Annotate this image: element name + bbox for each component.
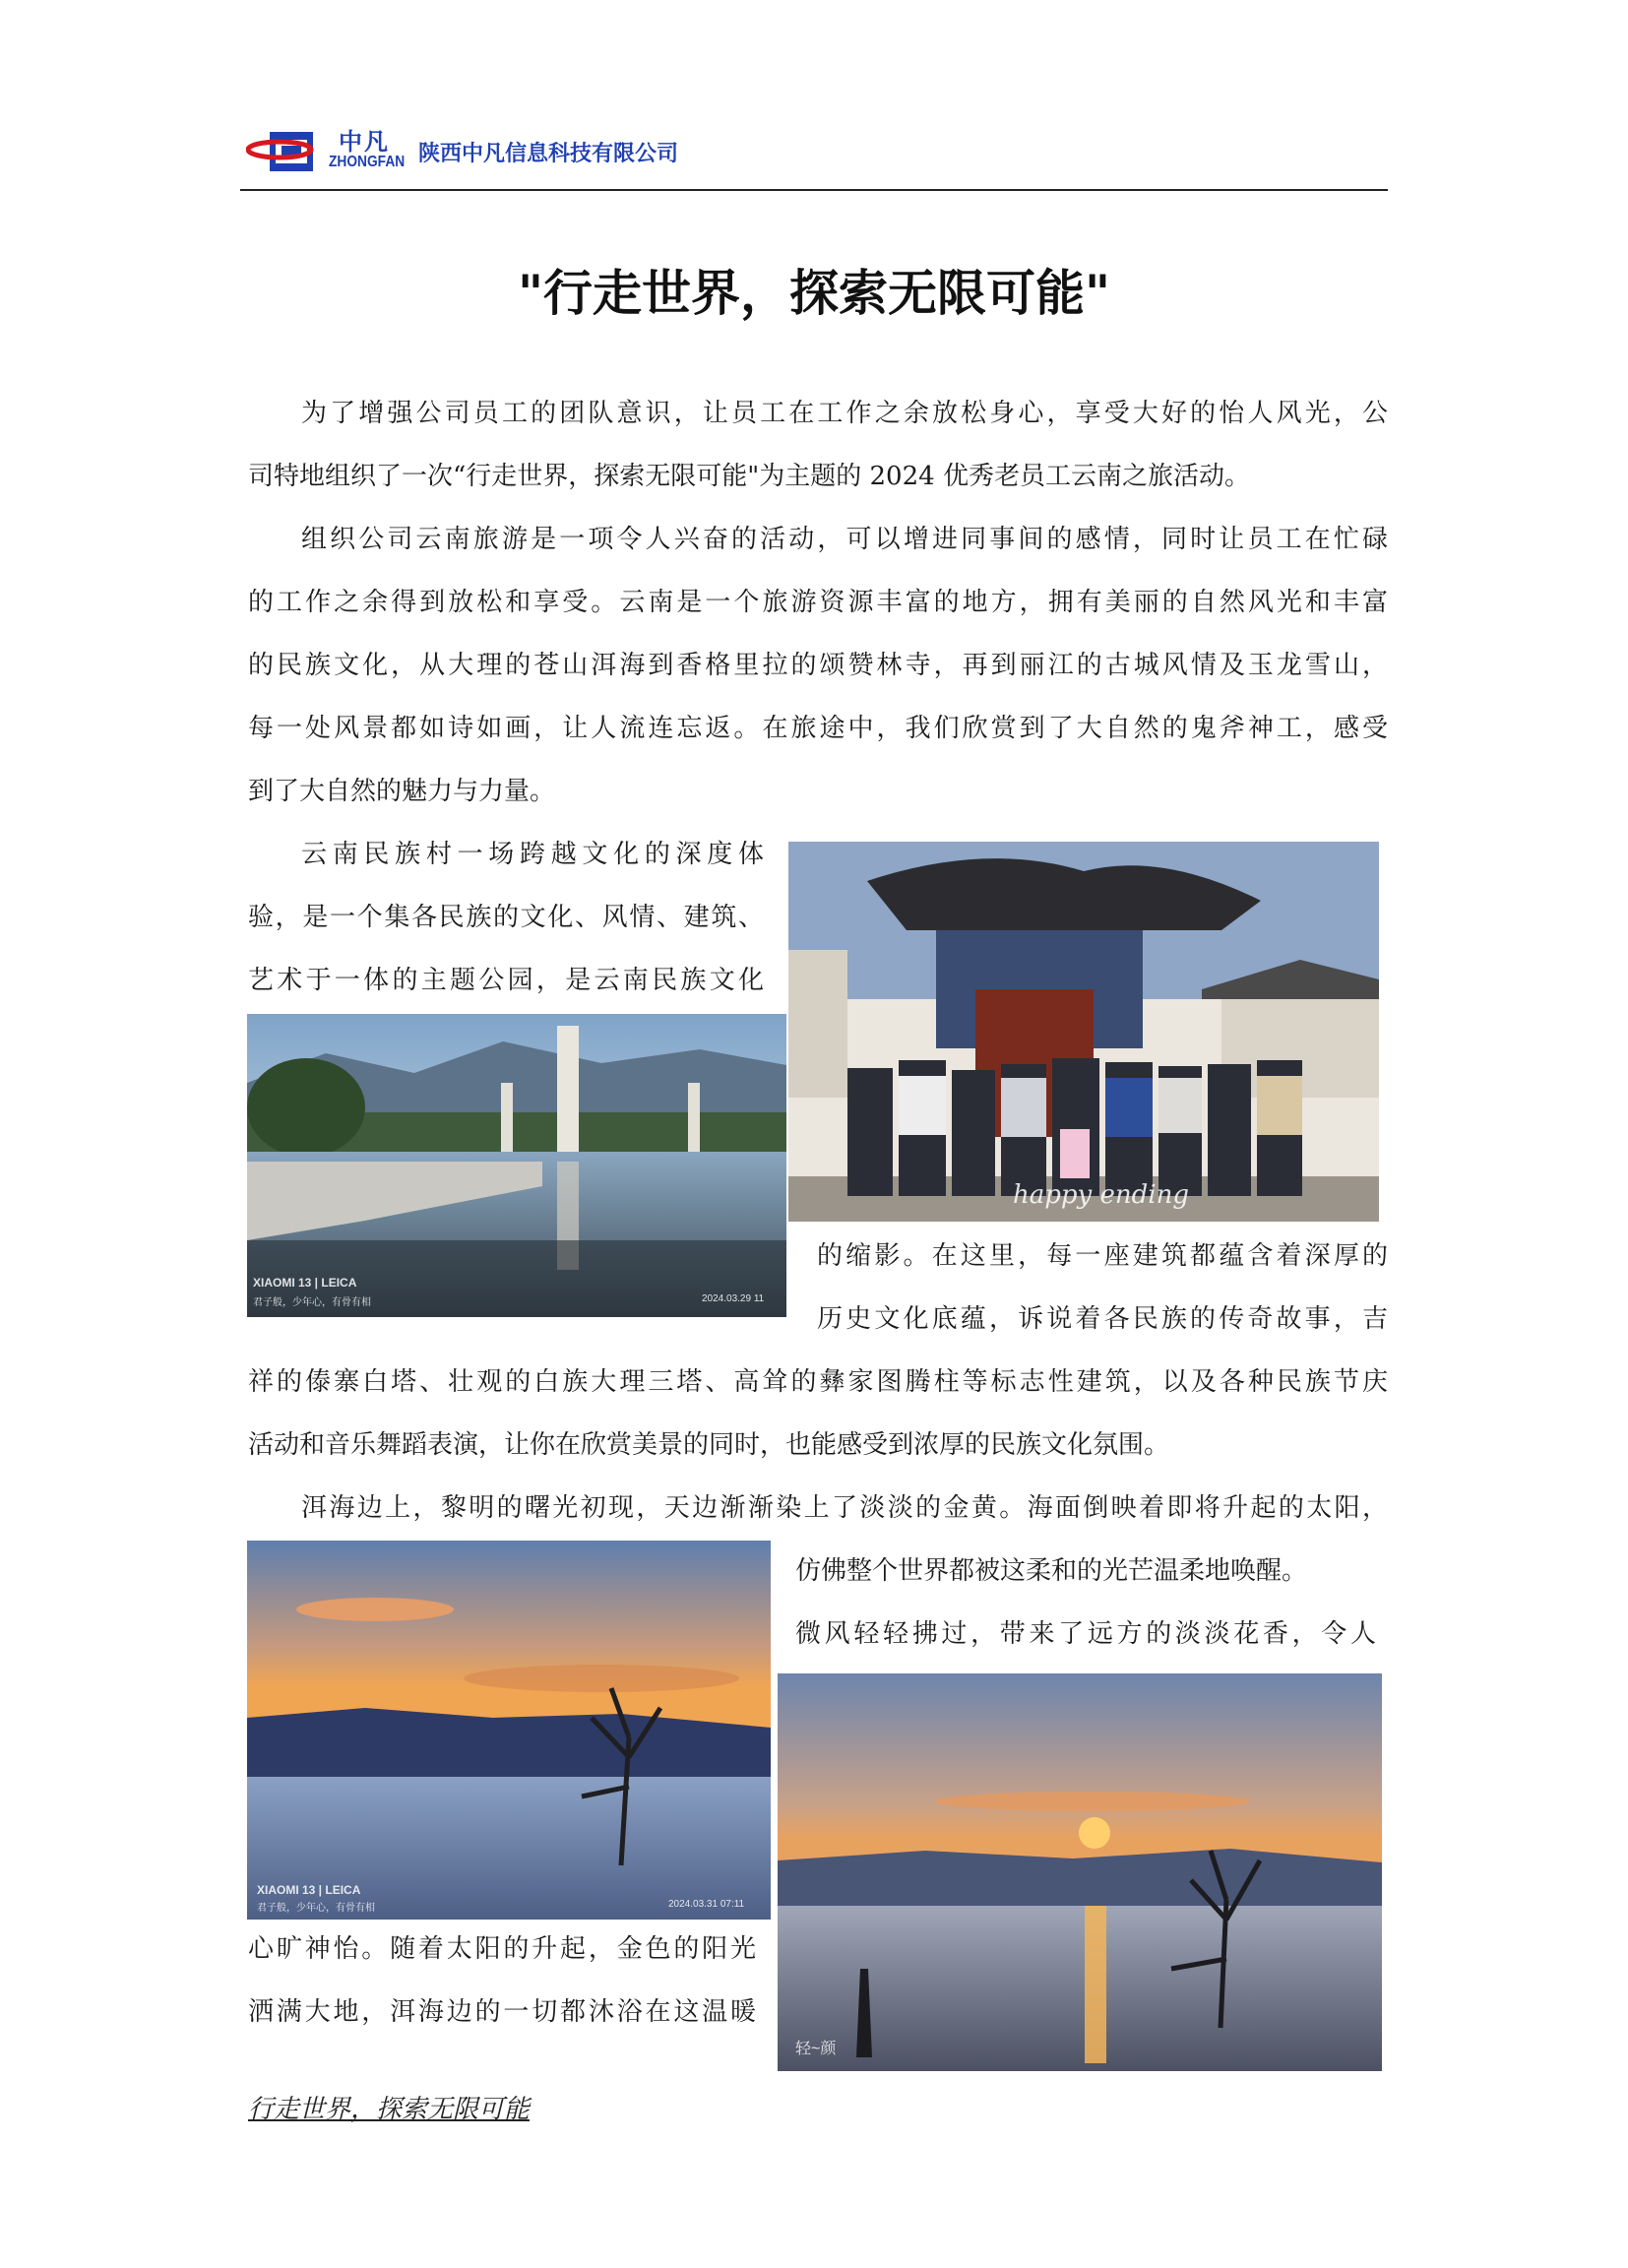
pagodas-watermark-brand: XIAOMI 13 | LEICA [253,1276,357,1290]
pagodas-watermark-date: 2024.03.29 11 [702,1293,765,1304]
para3-line1: 云南民族村一场跨越文化的深度体 [301,840,764,869]
para4-line5: 洒满大地，洱海边的一切都沐浴在这温暖 [248,1997,756,2027]
header-divider [240,189,1388,191]
company-name: 陕西中凡信息科技有限公司 [418,142,679,166]
pagodas-watermark-caption: 君子般，少年心，有骨有相 [253,1297,371,1308]
para3-line5: 历史文化底蕴，诉说着各民族的传奇故事，吉 [817,1304,1388,1334]
para3-line4: 的缩影。在这里，每一座建筑都蕴含着深厚的 [817,1241,1388,1271]
para4-line2: 仿佛整个世界都被这柔和的光芒温柔地唤醒。 [795,1556,1308,1586]
para3-line3: 艺术于一体的主题公园，是云南民族文化 [248,966,764,995]
logo-english-text: ZHONGFAN [329,154,406,170]
para2-line2: 的工作之余得到放松和享受。云南是一个旅游资源丰富的地方，拥有美丽的自然风光和丰富 [248,588,1388,617]
para3-line7: 活动和音乐舞蹈表演，让你在欣赏美景的同时，也能感受到浓厚的民族文化氛围。 [248,1430,1170,1460]
photo-erhai-sunset [247,1541,771,1920]
company-logo-icon [246,126,323,175]
para1-line1: 为了增强公司员工的团队意识，让员工在工作之余放松身心，享受大好的怡人风光，公 [301,399,1388,428]
para3-line2: 验，是一个集各民族的文化、风情、建筑、 [248,903,764,932]
sunset-watermark-caption: 君子般，少年心，有骨有相 [257,1903,375,1914]
group-photo-overlay-text: happy ending [1013,1180,1189,1210]
logo-chinese-text: 中凡 [339,128,390,156]
para2-line4: 每一处风景都如诗如画，让人流连忘返。在旅途中，我们欣赏到了大自然的鬼斧神工，感受 [248,714,1388,743]
para1-line2: 司特地组织了一次“行走世界，探索无限可能"为主题的 2024 优秀老员工云南之旅活动。 [248,462,1250,491]
para4-line1: 洱海边上，黎明的曙光初现，天边渐渐染上了淡淡的金黄。海面倒映着即将升起的太阳， [301,1493,1388,1523]
para2-line5: 到了大自然的魅力与力量。 [248,777,556,806]
page-title: "行走世界，探索无限可能" [517,265,1111,322]
para2-line1: 组织公司云南旅游是一项令人兴奋的活动，可以增进同事间的感情，同时让员工在忙碌 [301,525,1388,554]
para2-line3: 的民族文化，从大理的苍山洱海到香格里拉的颂赞林寺，再到丽江的古城风情及玉龙雪山， [248,651,1388,680]
para4-line4: 心旷神怡。随着太阳的升起，金色的阳光 [248,1934,756,1964]
footer-note: 行走世界，探索无限可能 [248,2095,531,2124]
sunset-watermark-brand: XIAOMI 13 | LEICA [257,1883,361,1897]
photo-team-group [788,842,1379,1222]
para4-line3: 微风轻轻拂过，带来了远方的淡淡花香，令人 [795,1619,1376,1649]
para3-line6: 祥的傣寨白塔、壮观的白族大理三塔、高耸的彝家图腾柱等标志性建筑，以及各种民族节庆 [248,1367,1388,1397]
photo-erhai-sunrise [778,1673,1382,2071]
sunrise-overlay-text: 轻~颜 [795,2041,837,2057]
sunset-watermark-date: 2024.03.31 07:11 [668,1899,745,1910]
photo-three-pagodas [247,1014,786,1317]
